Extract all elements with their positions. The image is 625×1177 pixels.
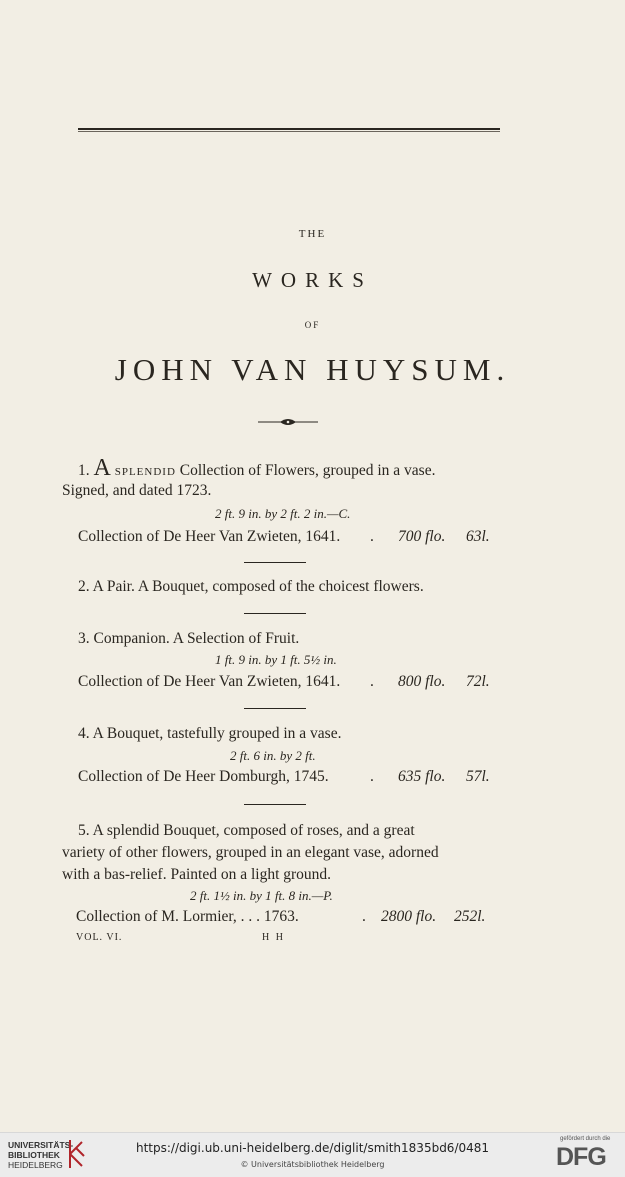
entry-4-size: 2 ft. 6 in. by 2 ft. <box>230 748 316 763</box>
volume-label: VOL. VI. <box>76 932 123 943</box>
entry-1-size: 2 ft. 9 in. by 2 ft. 2 in.—C. <box>215 506 351 521</box>
entry-5-provenance: Collection of M. Lormier, . . . 1763. <box>76 908 299 925</box>
signature-mark: H H <box>262 932 285 943</box>
entry-4-price-l: 57l. <box>466 768 490 785</box>
entry-5-line-3: with a bas-relief. Painted on a light ground. <box>62 866 332 883</box>
entry-1-provenance: Collection of De Heer Van Zwieten, 1641. <box>78 528 341 545</box>
funded-by-text: gefördert durch die <box>560 1136 611 1142</box>
divider <box>244 613 306 614</box>
library-logo-text: UNIVERSITÄTS- BIBLIOTHEK HEIDELBERG <box>8 1140 74 1170</box>
top-rule <box>78 128 500 130</box>
entry-5-dot: . <box>362 908 366 925</box>
entry-4-dot: . <box>370 768 374 785</box>
entry-1-price-l: 63l. <box>466 528 490 545</box>
title-artist: JOHN VAN HUYSUM. <box>114 352 511 387</box>
entry-4-price-flo: 635 flo. <box>398 768 446 785</box>
entry-5-price-flo: 2800 flo. <box>381 908 437 925</box>
entry-1-line-2: Signed, and dated 1723. <box>62 482 212 499</box>
title-works: WORKS <box>252 268 373 292</box>
ornament-icon <box>258 416 318 428</box>
entry-3-size: 1 ft. 9 in. by 1 ft. 5½ in. <box>215 652 337 667</box>
divider <box>244 562 306 563</box>
title-of: OF <box>304 320 321 330</box>
permalink-url[interactable]: https://digi.ub.uni-heidelberg.de/diglit/smith1835bd6/0481 <box>135 1141 490 1155</box>
entry-5-size: 2 ft. 1½ in. by 1 ft. 8 in.—P. <box>190 888 333 903</box>
entry-3-price-l: 72l. <box>466 673 490 690</box>
entry-4-line-1: 4. A Bouquet, tastefully grouped in a vase. <box>78 725 342 742</box>
divider <box>244 708 306 709</box>
entry-2-line-1: 2. A Pair. A Bouquet, composed of the choicest flowers. <box>78 578 424 595</box>
entry-5-line-2: variety of other flowers, grouped in an elegant vase, adorned <box>62 844 439 861</box>
entry-4-provenance: Collection of De Heer Domburgh, 1745. <box>78 768 329 785</box>
entry-1-dot: . <box>370 528 374 545</box>
dfg-logo: DFG <box>556 1143 606 1171</box>
entry-3-dot: . <box>370 673 374 690</box>
divider <box>244 804 306 805</box>
top-rule-thin <box>78 131 500 132</box>
entry-1-price-flo: 700 flo. <box>398 528 446 545</box>
copyright-text: © Universitätsbibliothek Heidelberg <box>240 1160 385 1169</box>
entry-3-price-flo: 800 flo. <box>398 673 446 690</box>
entry-3-line-1: 3. Companion. A Selection of Fruit. <box>78 630 300 647</box>
entry-1-line-1: 1. A SPLENDID Collection of Flowers, grouped in a vase. <box>78 455 436 481</box>
entry-5-line-1: 5. A splendid Bouquet, composed of roses, and a great <box>78 822 415 839</box>
title-the: THE <box>298 228 327 240</box>
entry-5-price-l: 252l. <box>454 908 486 925</box>
entry-3-provenance: Collection of De Heer Van Zwieten, 1641. <box>78 673 341 690</box>
